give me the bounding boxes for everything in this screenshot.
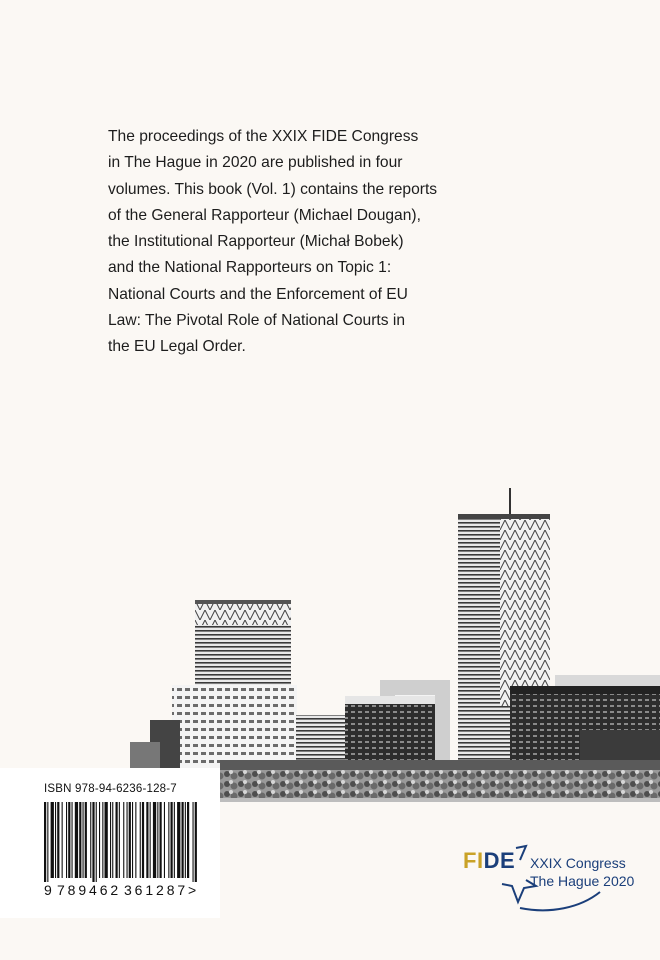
barcode-digits-left: 789462 (57, 882, 122, 898)
back-cover-description (108, 124, 468, 361)
isbn-label: ISBN 978-94-6236-128-7 (44, 783, 177, 795)
description-line: volumes. This book (Vol. 1) contains the reports (108, 180, 438, 198)
fide-wordmark (463, 848, 515, 874)
barcode-arrow: > (188, 882, 197, 898)
description-line: and the National Rapporteurs on Topic 1: (108, 259, 392, 277)
barcode-digit-first: 9 (44, 882, 52, 898)
congress-title: XXIX Congress (530, 855, 626, 871)
description-line: The proceedings of the XXIX FIDE Congress (108, 128, 419, 145)
description-line: National Courts and the Enforcement of EU (108, 285, 408, 303)
fide-wordmark-text (463, 848, 515, 873)
description-line: in The Hague in 2020 are published in four (108, 154, 403, 172)
description-line: the EU Legal Order. (108, 338, 246, 356)
barcode-digits-right: 361287 (124, 882, 189, 898)
description-line: of the General Rapporteur (Michael Dougan), (108, 206, 421, 224)
fide-letter: I (476, 848, 484, 873)
congress-location: The Hague 2020 (530, 873, 635, 889)
fide-letter: E (499, 848, 516, 873)
fide-letter: F (463, 848, 477, 873)
barcode-icon (44, 802, 198, 882)
description-line: the Institutional Rapporteur (Michał Bobek) (108, 233, 404, 251)
fide-letter: D (483, 848, 500, 873)
city-skyline-image (0, 470, 660, 810)
description-line: Law: The Pivotal Role of National Courts in (108, 312, 406, 330)
